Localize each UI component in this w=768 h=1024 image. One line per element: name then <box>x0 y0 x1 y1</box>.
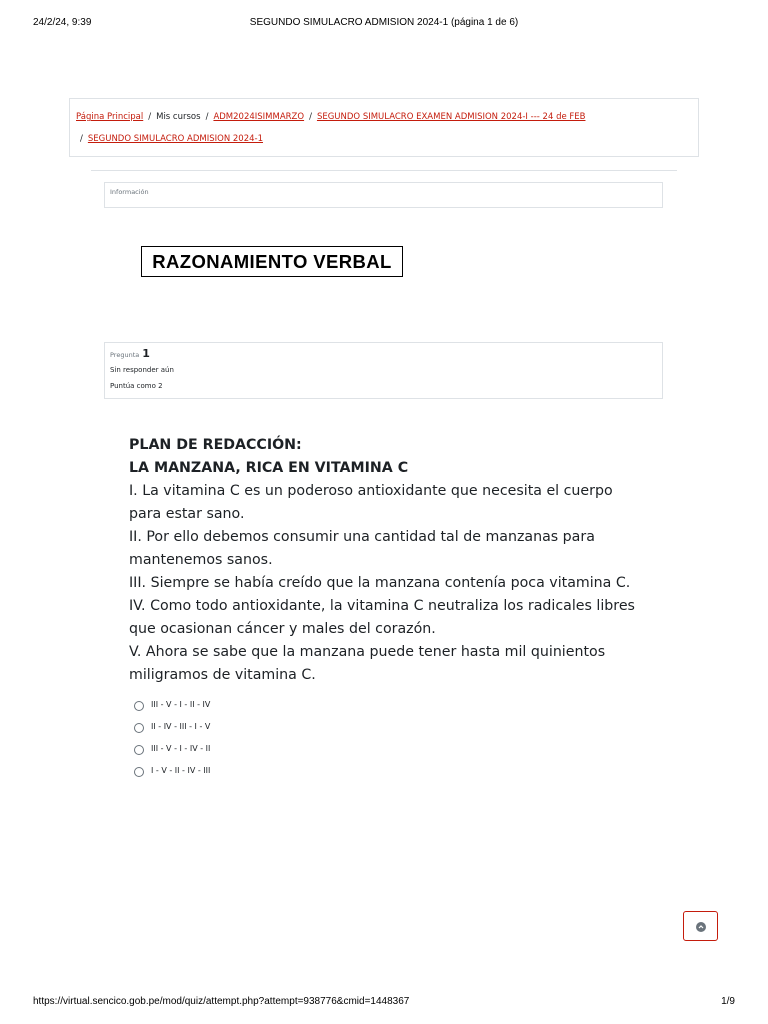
breadcrumb <box>69 98 699 157</box>
arrow-up-icon <box>696 922 706 932</box>
print-footer <box>0 996 768 1010</box>
arrow-up-icon-glyph <box>698 924 704 930</box>
breadcrumb-my-courses: Mis cursos <box>156 112 201 122</box>
question-state: Sin responder aún <box>110 366 174 374</box>
print-header <box>0 17 768 31</box>
breadcrumb-line-1 <box>76 112 585 122</box>
answer-option-c[interactable] <box>134 743 334 757</box>
question-text <box>129 434 649 687</box>
breadcrumb-home-link[interactable]: Página Principal <box>76 112 144 122</box>
question-body-line: mantenemos sanos. <box>129 552 273 568</box>
breadcrumb-separator: / <box>205 112 209 122</box>
radio-button[interactable] <box>134 745 144 755</box>
breadcrumb-separator: / <box>309 112 312 122</box>
answer-option-a[interactable] <box>134 699 334 713</box>
print-datetime: 24/2/24, 9:39 <box>33 17 92 28</box>
question-body-line: IV. Como todo antioxidante, la vitamina C neutraliza los radicales libres <box>129 598 635 614</box>
content-divider <box>91 170 677 171</box>
breadcrumb-section-link[interactable]: SEGUNDO SIMULACRO EXAMEN ADMISION 2024-I --- 24 de FEB <box>316 112 586 122</box>
information-label: Información <box>110 188 149 196</box>
section-title: RAZONAMIENTO VERBAL <box>141 246 403 277</box>
question-number <box>110 347 150 360</box>
question-info-block <box>104 342 663 399</box>
question-body-line: III. Siempre se había creído que la manzana contenía poca vitamina C. <box>129 575 631 591</box>
question-title-line: PLAN DE REDACCIÓN: <box>129 437 302 453</box>
question-body-line: II. Por ello debemos consumir una cantidad tal de manzanas para <box>129 529 595 545</box>
question-body-line: para estar sano. <box>129 506 245 522</box>
answer-label[interactable]: I - V - II - IV - III <box>151 766 211 775</box>
question-title-line: LA MANZANA, RICA EN VITAMINA C <box>129 460 409 476</box>
print-url: https://virtual.sencico.gob.pe/mod/quiz/attempt.php?attempt=938776&cmid=1448367 <box>33 996 410 1007</box>
answer-option-b[interactable] <box>134 721 334 735</box>
question-body-line: miligramos de vitamina C. <box>129 667 316 683</box>
breadcrumb-line-2 <box>80 134 263 144</box>
question-body-line: I. La vitamina C es un poderoso antioxidante que necesita el cuerpo <box>129 483 613 499</box>
question-grade: Puntúa como 2 <box>110 382 163 390</box>
radio-button[interactable] <box>134 767 144 777</box>
question-number-value: 1 <box>142 347 150 360</box>
question-body-line: que ocasionan cáncer y males del corazón. <box>129 621 436 637</box>
radio-button[interactable] <box>134 723 144 733</box>
information-block <box>104 182 663 208</box>
print-page-number: 1/9 <box>721 996 735 1007</box>
answer-label[interactable]: II - IV - III - I - V <box>151 722 211 731</box>
question-body-line: V. Ahora se sabe que la manzana puede tener hasta mil quinientos <box>129 644 606 660</box>
breadcrumb-separator: / <box>80 134 83 144</box>
answer-label[interactable]: III - V - I - II - IV <box>151 700 211 709</box>
print-document-title: SEGUNDO SIMULACRO ADMISION 2024-1 (página 1 de 6) <box>249 17 519 28</box>
breadcrumb-separator: / <box>148 112 152 122</box>
question-number-label: Pregunta <box>110 351 140 359</box>
breadcrumb-course-link[interactable]: ADM2024ISIMMARZO <box>213 112 305 122</box>
answer-label[interactable]: III - V - I - IV - II <box>151 744 211 753</box>
answer-option-d[interactable] <box>134 765 334 779</box>
breadcrumb-quiz-link[interactable]: SEGUNDO SIMULACRO ADMISION 2024-1 <box>87 134 263 144</box>
radio-button[interactable] <box>134 701 144 711</box>
back-to-top-button[interactable] <box>683 911 718 941</box>
